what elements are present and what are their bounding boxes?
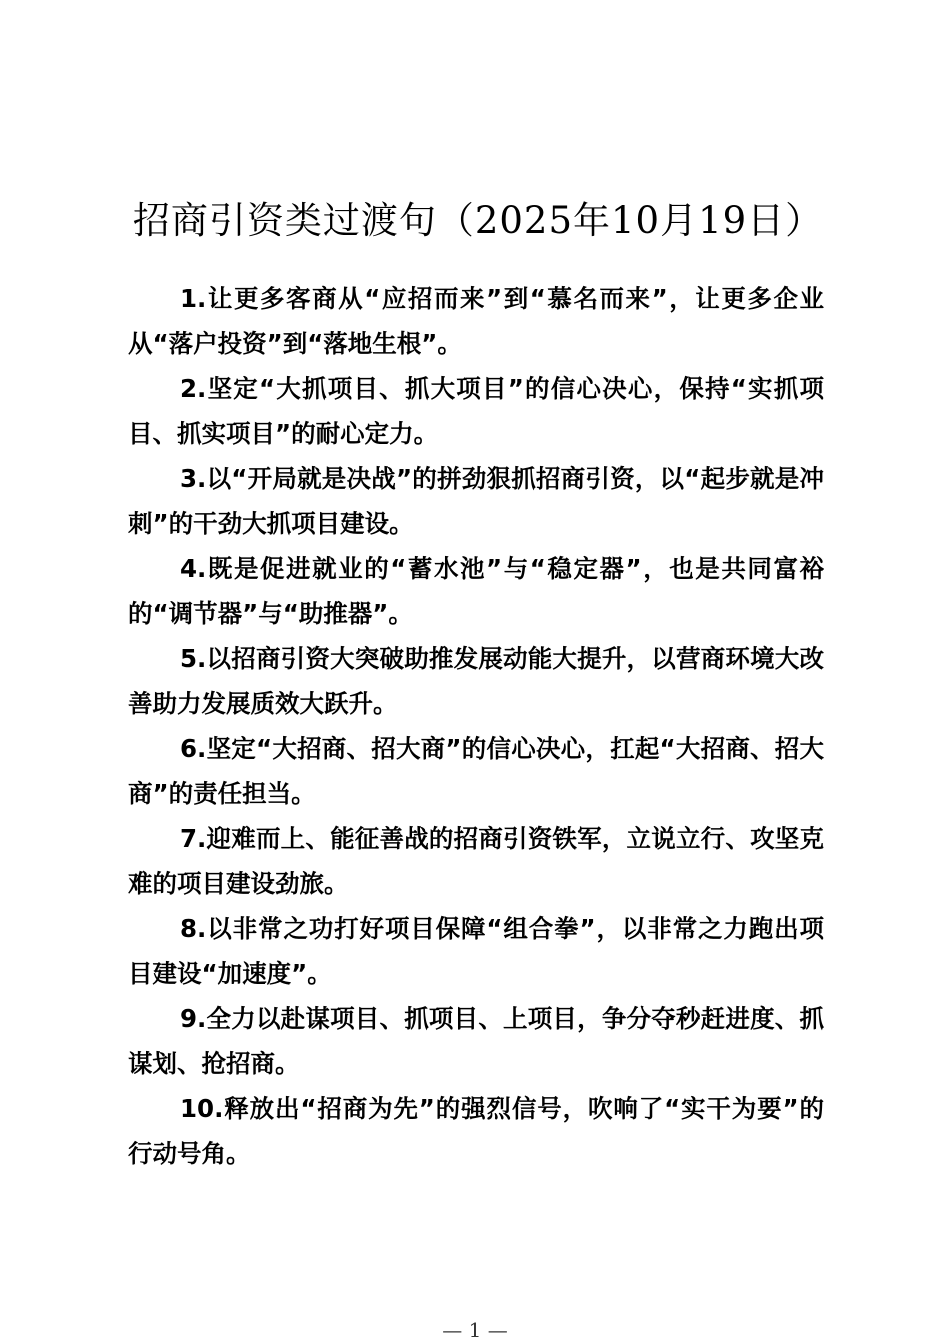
paragraph-7: 7.迎难而上、能征善战的招商引资铁军，立说立行、攻坚克难的项目建设劲旅。 — [128, 824, 824, 898]
paragraph-9: 9.全力以赴谋项目、抓项目、上项目，争分夺秒赶进度、抓谋划、抢招商。 — [128, 1004, 824, 1078]
paragraph-2: 2.坚定“大抓项目、抓大项目”的信心决心，保持“实抓项目、抓实项目”的耐心定力。 — [128, 374, 824, 448]
paragraph-5: 5.以招商引资大突破助推发展动能大提升，以营商环境大改善助力发展质效大跃升。 — [128, 644, 824, 718]
paragraph-10: 10.释放出“招商为先”的强烈信号，吹响了“实干为要”的行动号角。 — [128, 1094, 824, 1168]
paragraph-1: 1.让更多客商从“应招而来”到“慕名而来”，让更多企业从“落户投资”到“落地生根”。 — [128, 284, 824, 358]
document-title: 招商引资类过渡句（2025年10月19日） — [132, 198, 824, 242]
page-number: — 1 — — [442, 1318, 508, 1342]
paragraph-4: 4.既是促进就业的“蓄水池”与“稳定器”，也是共同富裕的“调节器”与“助推器”。 — [128, 554, 824, 628]
paragraph-6: 6.坚定“大招商、招大商”的信心决心，扛起“大招商、招大商”的责任担当。 — [128, 734, 824, 808]
paragraph-8: 8.以非常之功打好项目保障“组合拳”，以非常之力跑出项目建设“加速度”。 — [128, 914, 824, 988]
document-body — [128, 276, 824, 1176]
paragraph-3: 3.以“开局就是决战”的拼劲狠抓招商引资，以“起步就是冲刺”的干劲大抓项目建设。 — [128, 464, 824, 538]
